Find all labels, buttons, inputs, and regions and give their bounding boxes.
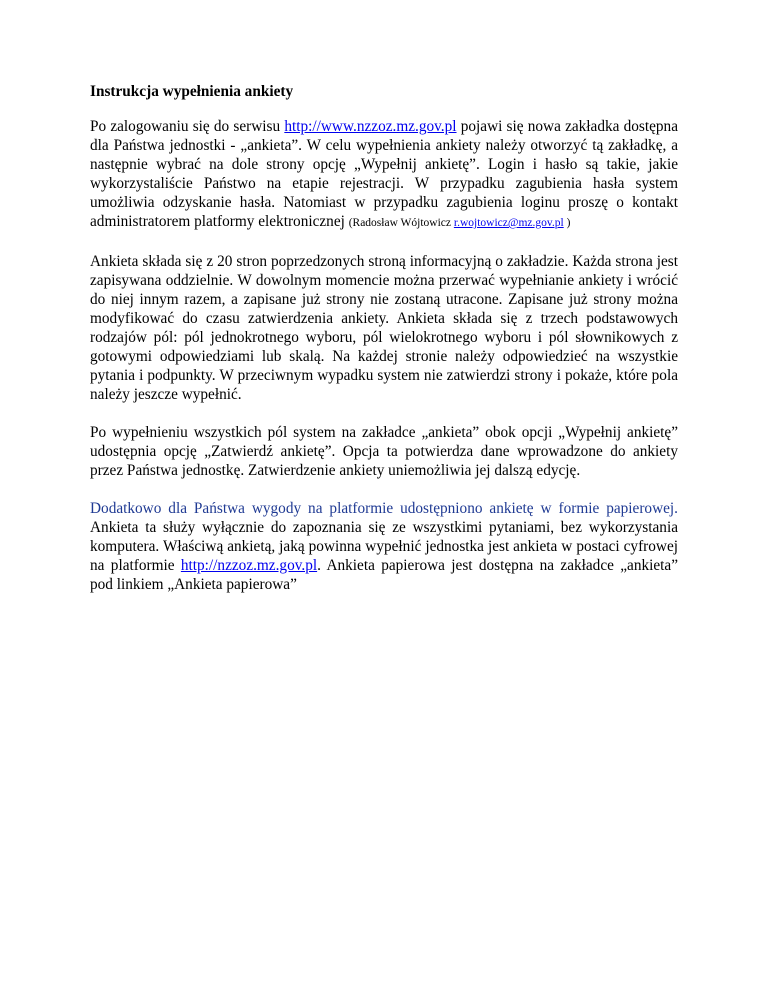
paragraph-approval: Po wypełnieniu wszystkich pól system na zakładce „ankieta” obok opcji „Wypełnij ankietę” udostępnia opcję „Zatwierdź ankietę”. Opcja ta potwierdza dane wprowadzone do ankiety przez Państwa jednostkę. Zatwierdzenie ankiety uniemożliwia jej dalszą edycję. [90, 424, 678, 479]
contact-person: (Radosław Wójtowicz [348, 217, 454, 229]
p1-text-start: Po zalogowaniu się do serwisu [90, 118, 285, 135]
document-title: Instrukcja wypełnienia ankiety [90, 83, 294, 100]
paragraph-survey-structure: Ankieta składa się z 20 stron poprzedzonych stroną informacyjną o zakładzie. Każda strona jest zapisywana oddzielnie. W dowolnym momencie można przerwać wypełnianie ankiety i wrócić do niej innym razem, a zapisane już strony nie zostaną utracone. Zapisane już strony można modyfikować do czasu zatwierdzenia ankiety. Ankieta składa się z trzech podstawowych rodzajów pól: pól jednokrotnego wyboru, pól wielokrotnego wyboru i pól słownikowych z gotowymi odpowiedziami lub skalą. Na każdej stronie należy odpowiedzieć na wszystkie pytania i podpunkty. W przeciwnym wypadku system nie zatwierdzi strony i pokaże, które pola należy jeszcze wypełnić. [90, 253, 678, 403]
paragraph-login-instructions [90, 117, 678, 233]
p4-lead: Dodatkowo dla Państwa wygody na platformie udostępniono ankietę w formie papierowej. [90, 500, 678, 517]
nzzoz-platform-link[interactable]: http://nzzoz.mz.gov.pl [180, 557, 318, 574]
p4-text-body: Ankieta ta służy wyłącznie do zapoznania się ze wszystkimi pytaniami, bez wykorzystania komputera. Właściwą ankietą, jaką powinna wypełnić jednostka jest ankieta w postaci cyfrowej na platformie [90, 519, 678, 574]
nzzoz-www-link[interactable]: http://www.nzzoz.mz.gov.pl [284, 118, 457, 135]
document-page [90, 82, 678, 613]
p4-text-end: . Ankieta papierowa jest dostępna na zakładce „ankieta” pod linkiem „Ankieta papierowa” [90, 557, 678, 593]
paragraph-paper-version [90, 499, 678, 594]
p1-text-body: pojawi się nowa zakładka dostępna dla Państwa jednostki - „ankieta”. W celu wypełnienia ankiety należy otworzyć tą zakładkę, a następnie wybrać na dole strony opcję „Wypełnij ankietę”. Login i hasło są takie, jakie wykorzystaliście Państwo na etapie rejestracji. W przypadku zagubienia hasła system umożliwia odzyskanie hasła. Natomiast w przypadku zagubienia loginu proszę o kontakt administratorem platformy elektronicznej [90, 118, 678, 230]
contact-email-link[interactable]: r.wojtowicz@mz.gov.pl [453, 217, 564, 229]
contact-close: ) [563, 217, 571, 229]
